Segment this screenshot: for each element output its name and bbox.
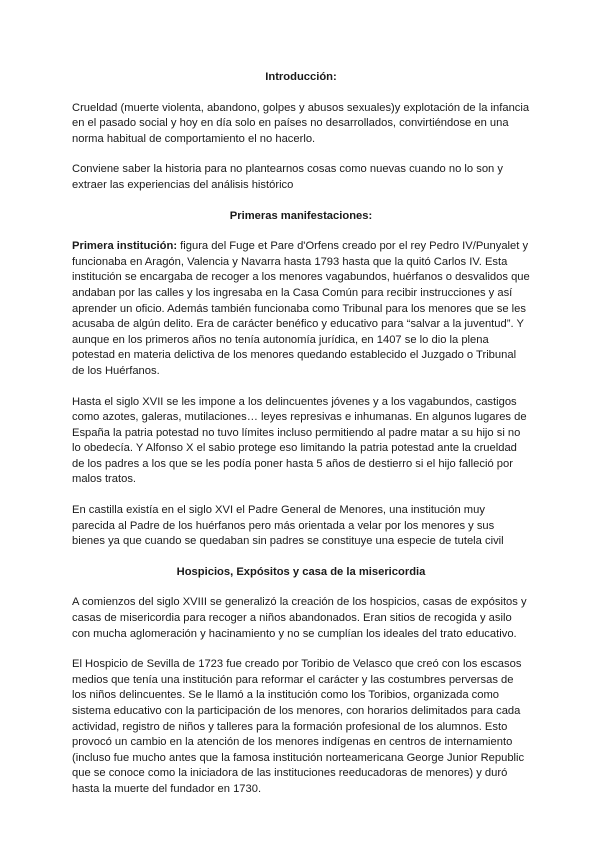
intro-heading: Introducción: <box>265 71 337 83</box>
manifestations-heading: Primeras manifestaciones: <box>229 209 373 222</box>
manifestations-paragraph-1 <box>72 239 530 379</box>
first-institution-text: figura del Fuge et Pare d'Orfens creado por el rey Pedro IV/Punyalet y funcionaba en Aragón, Valencia y Navarra hasta 1793 hasta que la quitó Carlos IV. Esta institución se encargaba de recoger a los menores vagabundos, huérfanos o desvalidos que andaban por las calles y los ingresaba en la Casa Común para recibir instrucciones y así aprender un oficio. Además también funcionaba como Tribunal para los menores que se les acusaba de algún delito. Era de carácter benéfico y educativo para “salvar a la juventud”. Y aunque en los primeros años no tenía autonomía jurídica, en 1407 se lo dio la plena potestad en materia delictiva de los menores quedando establecido el Juzgado o Tribunal de los Huérfanos. <box>72 240 530 377</box>
hospices-paragraph-1: A comienzos del siglo XVIII se generalizó la creación de los hospicios, casas de expósitos y casas de misericordia para recoger a niños abandonados. Eran sitios de recogida y asilo con mucha aglomeración y hacinamiento y no se cumplían los ideales del trato educativo. <box>72 596 527 640</box>
intro-paragraph-1: Crueldad (muerte violenta, abandono, golpes y abusos sexuales)y explotación de la infancia en el pasado social y hoy en día solo en países no desarrollados, convirtiéndose en una norma habitual de comportamiento el no hacerlo. <box>72 101 530 145</box>
intro-paragraph-2: Conviene saber la historia para no plantearnos cosas como nuevas cuando no lo son y extraer las experiencias del análisis histórico <box>72 163 503 191</box>
first-institution-label: Primera institución: <box>72 240 178 253</box>
manifestations-paragraph-2: Hasta el siglo XVII se les impone a los delincuentes jóvenes y a los vagabundos, castigos como azotes, galeras, mutilaciones… leyes represivas e inhumanas. En algunos lugares de España la patria potestad no tuvo límites incluso permitiendo al padre matar a su hijo si no lo obedecía. Y Alfonso X el sabio protege eso limitando la patria potestad ante la crueldad de los padres a los que se les podía poner hasta 5 años de destierro si el hijo falleció por malos tratos. <box>72 395 527 486</box>
hospices-paragraph-2: El Hospicio de Sevilla de 1723 fue creado por Toribio de Velasco que creó con los escasos medios que tenía una institución para reformar el carácter y las costumbres perversas de los niños delincuentes. Se le llamó a la institución como los Toribios, organizada como sistema educativo con la participación de los menores, con horarios delimitados para cada actividad, registro de niños y talleres para la formación profesional de los alumnos. Esto provocó un cambio en la atención de los menores indígenas en centros de internamiento (incluso fue mucho antes que la famosa institución norteamericana George Junior Republic que se conoce como la iniciadora de las instituciones reeducadoras de menores) y duró hasta la muerte del fundador en 1730. <box>72 658 525 795</box>
manifestations-paragraph-3: En castilla existía en el siglo XVI el Padre General de Menores, una institución muy parecida al Padre de los huérfanos pero más orientada a velar por los menores y sus bienes ya que cuando se quedaban sin padres se constituye una especie de tutela civil <box>72 504 504 548</box>
hospices-heading: Hospicios, Expósitos y casa de la misericordia <box>176 565 426 578</box>
document-body <box>72 70 530 813</box>
